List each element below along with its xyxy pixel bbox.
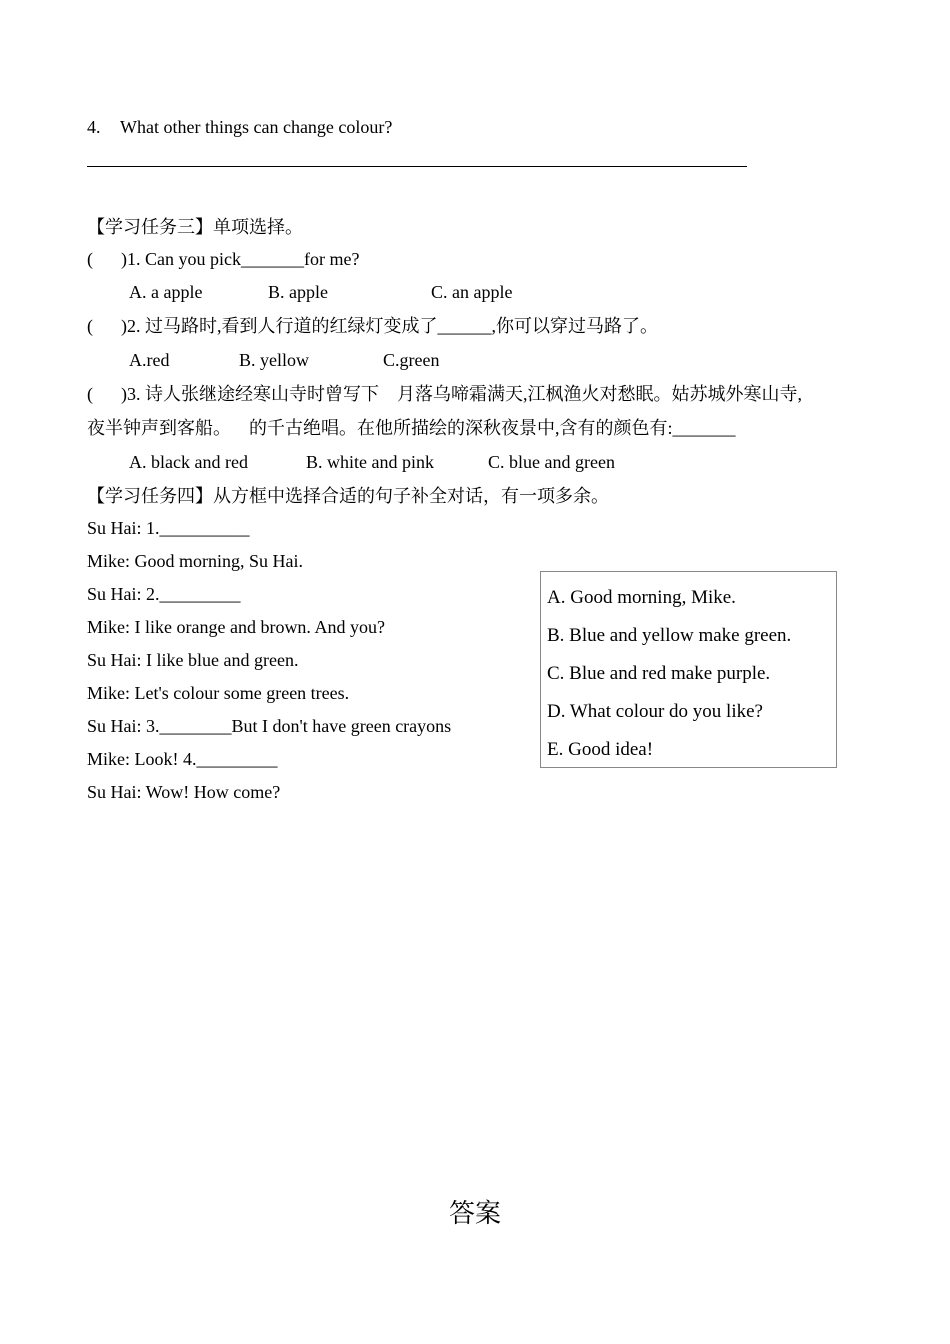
task3-item1-option-a: A. a apple xyxy=(129,282,203,302)
task3-item3-option-b: B. white and pink xyxy=(306,452,434,472)
dialogue-line: Su Hai: 2._________ xyxy=(87,584,241,604)
task3-item2-option-c: C.green xyxy=(383,350,440,370)
choice-e: E. Good idea! xyxy=(547,739,654,760)
choice-d: D. What colour do you like? xyxy=(547,701,763,722)
task3-item3-paren: ( xyxy=(87,384,93,404)
choices-box xyxy=(540,571,837,768)
question-4-text: What other things can change colour? xyxy=(120,117,393,137)
task3-item1-stem: )1. Can you pick_______for me? xyxy=(121,249,360,269)
task3-item1-paren: ( xyxy=(87,249,93,269)
task4-heading: 【学习任务四】从方框中选择合适的句子补全对话，有一项多余。 xyxy=(87,486,609,506)
choice-c: C. Blue and red make purple. xyxy=(547,663,771,684)
task3-item3-option-a: A. black and red xyxy=(129,452,248,472)
task3-item1-option-c: C. an apple xyxy=(431,282,513,302)
dialogue-line: Su Hai: 1.__________ xyxy=(87,518,250,538)
dialogue-line: Mike: Look! 4._________ xyxy=(87,749,278,769)
dialogue-line: Su Hai: 3.________But I don't have green crayons xyxy=(87,716,452,736)
question-4-number: 4. xyxy=(87,117,101,137)
dialogue-line: Mike: I like orange and brown. And you? xyxy=(87,617,385,637)
task3-heading: 【学习任务三】单项选择。 xyxy=(87,217,303,237)
task3-item2-paren: ( xyxy=(87,316,93,336)
task3-item3-stem: )3. 诗人张继途经寒山寺时曾写下 月落乌啼霜满天,江枫渔火对愁眠。姑苏城外寒山寺, xyxy=(121,384,802,404)
dialogue-line: Mike: Good morning, Su Hai. xyxy=(87,551,303,571)
task3-item3-stem-cont: 夜半钟声到客船。 的千古绝唱。在他所描绘的深秋夜景中,含有的颜色有:_______ xyxy=(87,418,736,438)
dialogue-line: Su Hai: Wow! How come? xyxy=(87,782,281,802)
task3-item2-stem: )2. 过马路时,看到人行道的红绿灯变成了______,你可以穿过马路了。 xyxy=(121,316,658,336)
dialogue-line: Mike: Let's colour some green trees. xyxy=(87,683,350,703)
answer-line[interactable] xyxy=(87,166,747,167)
task3-item2-option-b: B. yellow xyxy=(239,350,309,370)
task3-item2-option-a: A.red xyxy=(129,350,170,370)
task3-item1-option-b: B. apple xyxy=(268,282,328,302)
dialogue-line: Su Hai: I like blue and green. xyxy=(87,650,299,670)
answer-section-title: 答案 xyxy=(448,1199,501,1228)
choice-a: A. Good morning, Mike. xyxy=(547,587,736,608)
task3-item3-option-c: C. blue and green xyxy=(488,452,615,472)
choice-b: B. Blue and yellow make green. xyxy=(547,625,792,646)
